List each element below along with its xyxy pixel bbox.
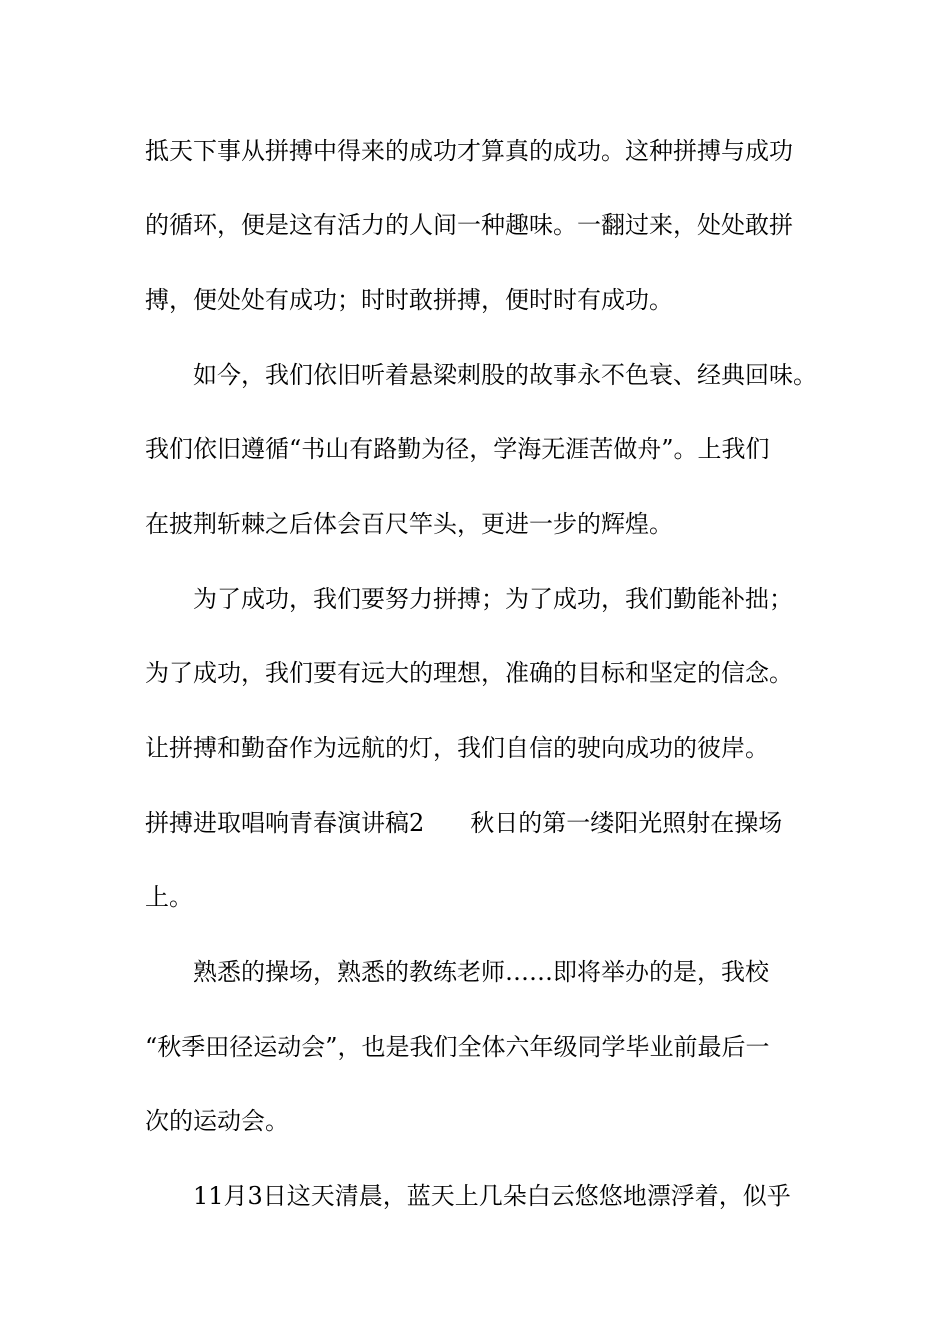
paragraph-line-8: 为了成功，我们要有远大的理想，准确的目标和坚定的信念。 <box>145 659 793 687</box>
paragraph-line-12: 熟悉的操场，熟悉的教练老师……即将举办的是，我校 <box>193 958 769 986</box>
paragraph-line-1: 抵天下事从拼搏中得来的成功才算真的成功。这种拼搏与成功 <box>145 137 793 165</box>
paragraph-line-9: 让拼搏和勤奋作为远航的灯，我们自信的驶向成功的彼岸。 <box>145 734 769 762</box>
paragraph-line-5: 我们依旧遵循“书山有路勤为径，学海无涯苦做舟”。上我们 <box>145 435 770 463</box>
paragraph-line-10: 秋日的第一缕阳光照射在操场 <box>470 809 783 837</box>
heading-line <box>145 807 825 839</box>
paragraph-line-2: 的循环，便是这有活力的人间一种趣味。一翻过来，处处敢拼 <box>145 211 793 239</box>
paragraph-line-6: 在披荆斩棘之后体会百尺竿头，更进一步的辉煌。 <box>145 510 673 538</box>
section-title: 拼搏进取唱响青春演讲稿2 <box>145 809 425 837</box>
paragraph-line-3: 搏，便处处有成功；时时敢拼搏，便时时有成功。 <box>145 286 673 314</box>
paragraph-line-7: 为了成功，我们要努力拼搏；为了成功，我们勤能补拙； <box>193 585 793 613</box>
paragraph-line-4: 如今，我们依旧听着悬梁刺股的故事永不色衰、经典回味。 <box>193 361 817 389</box>
paragraph-line-14: 次的运动会。 <box>145 1107 289 1135</box>
paragraph-line-13: “秋季田径运动会”，也是我们全体六年级同学毕业前最后一 <box>145 1033 770 1061</box>
paragraph-line-11: 上。 <box>145 883 193 911</box>
paragraph-line-15: 11月3日这天清晨，蓝天上几朵白云悠悠地漂浮着，似乎 <box>193 1182 791 1210</box>
